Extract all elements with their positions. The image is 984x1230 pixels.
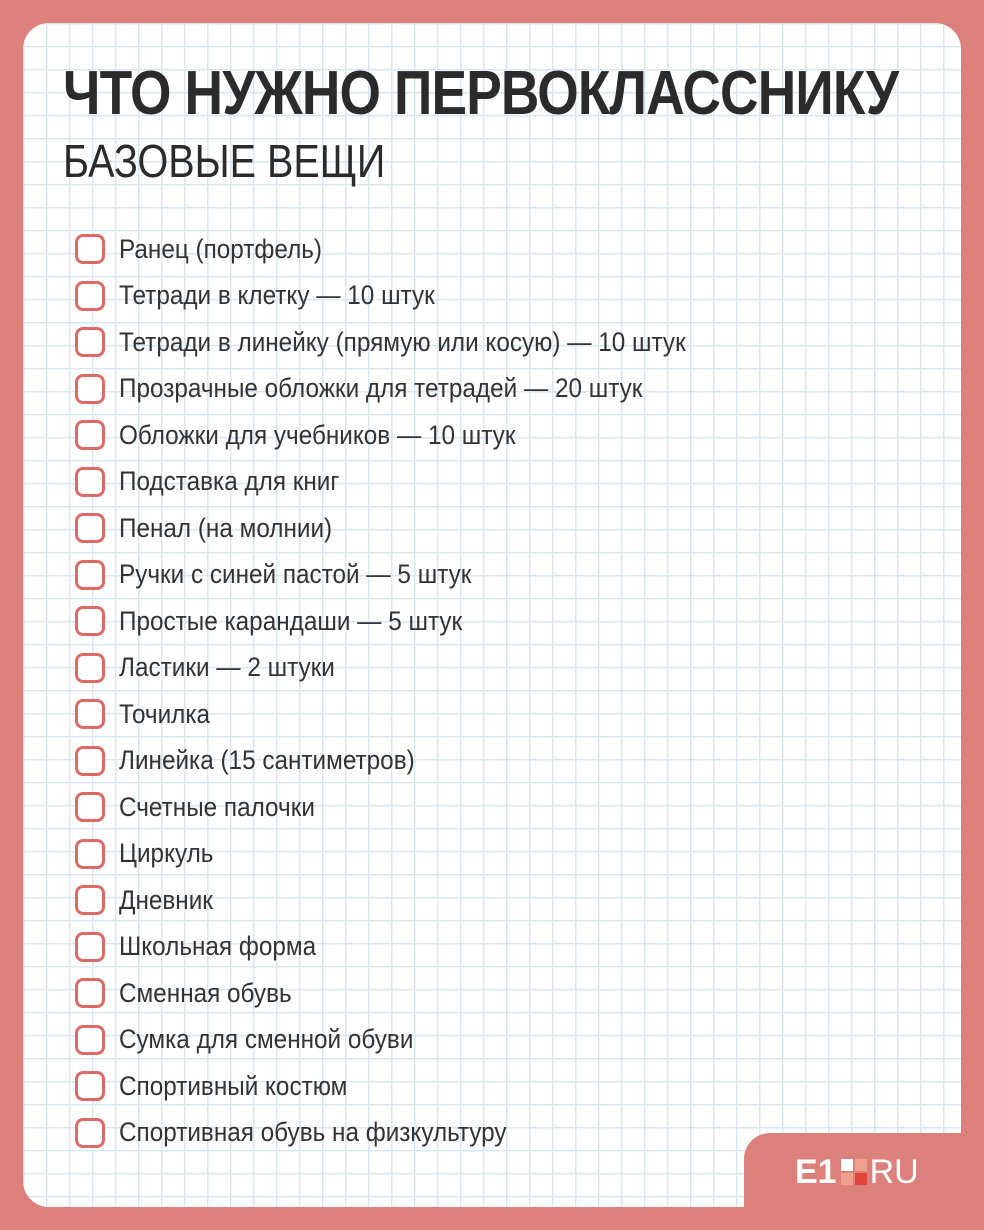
item-label: Обложки для учебников — 10 штук (119, 419, 516, 450)
checklist-item[interactable] (75, 877, 749, 924)
item-label: Школьная форма (119, 931, 317, 962)
item-label: Пенал (на молнии) (119, 512, 333, 543)
item-label: Тетради в клетку — 10 штук (119, 280, 435, 311)
checkbox[interactable] (75, 1118, 105, 1148)
checkbox[interactable] (75, 1071, 105, 1101)
checklist (75, 226, 749, 1156)
checklist-item[interactable] (75, 738, 749, 785)
checklist-item[interactable] (75, 1110, 749, 1157)
checkbox[interactable] (75, 327, 105, 357)
item-label: Счетные палочки (119, 791, 315, 822)
item-label: Ранец (портфель) (119, 233, 323, 264)
checklist-item[interactable] (75, 1017, 749, 1064)
checklist-item[interactable] (75, 412, 749, 459)
checklist-card (23, 23, 961, 1207)
checklist-item[interactable] (75, 970, 749, 1017)
checkbox[interactable] (75, 653, 105, 683)
checkbox[interactable] (75, 792, 105, 822)
item-label: Подставка для книг (119, 466, 340, 497)
checkbox[interactable] (75, 746, 105, 776)
item-label: Циркуль (119, 838, 214, 869)
checkbox[interactable] (75, 1025, 105, 1055)
checklist-item[interactable] (75, 598, 749, 645)
logo-square (841, 1159, 853, 1171)
checklist-item[interactable] (75, 366, 749, 413)
item-label: Дневник (119, 884, 213, 915)
item-label: Сменная обувь (119, 977, 292, 1008)
checkbox[interactable] (75, 885, 105, 915)
page-subtitle: БАЗОВЫЕ ВЕЩИ (63, 135, 386, 187)
item-label: Простые карандаши — 5 штук (119, 605, 463, 636)
checkbox[interactable] (75, 699, 105, 729)
item-label: Спортивная обувь на физкультуру (119, 1117, 507, 1148)
logo-brand: E1 (795, 1153, 837, 1191)
item-label: Сумка для сменной обуви (119, 1024, 414, 1055)
item-label: Ластики — 2 штуки (119, 652, 335, 683)
checkbox[interactable] (75, 420, 105, 450)
checklist-item[interactable] (75, 691, 749, 738)
checklist-item[interactable] (75, 831, 749, 878)
logo-square (841, 1173, 853, 1185)
item-label: Линейка (15 сантиметров) (119, 745, 415, 776)
checkbox[interactable] (75, 978, 105, 1008)
checklist-item[interactable] (75, 645, 749, 692)
item-label: Прозрачные обложки для тетрадей — 20 штук (119, 373, 643, 404)
page-title: ЧТО НУЖНО ПЕРВОКЛАССНИКУ (63, 59, 899, 128)
e1-logo[interactable] (795, 1152, 919, 1192)
checkbox[interactable] (75, 234, 105, 264)
checklist-item[interactable] (75, 552, 749, 599)
item-label: Спортивный костюм (119, 1070, 348, 1101)
checklist-item[interactable] (75, 459, 749, 506)
item-label: Тетради в линейку (прямую или косую) — 10 штук (119, 326, 686, 357)
checklist-item[interactable] (75, 273, 749, 320)
checkbox[interactable] (75, 513, 105, 543)
checklist-item[interactable] (75, 924, 749, 971)
checkbox[interactable] (75, 467, 105, 497)
logo-squares-icon (841, 1159, 867, 1185)
checklist-item[interactable] (75, 319, 749, 366)
checkbox[interactable] (75, 932, 105, 962)
item-label: Ручки с синей пастой — 5 штук (119, 559, 472, 590)
checkbox[interactable] (75, 606, 105, 636)
checklist-item[interactable] (75, 226, 749, 273)
checkbox[interactable] (75, 839, 105, 869)
logo-square (855, 1159, 867, 1171)
checkbox[interactable] (75, 281, 105, 311)
checkbox[interactable] (75, 560, 105, 590)
checklist-item[interactable] (75, 1063, 749, 1110)
item-label: Точилка (119, 698, 211, 729)
logo-square (855, 1173, 867, 1185)
checkbox[interactable] (75, 374, 105, 404)
checklist-item[interactable] (75, 784, 749, 831)
checklist-item[interactable] (75, 505, 749, 552)
logo-suffix: RU (869, 1153, 919, 1191)
